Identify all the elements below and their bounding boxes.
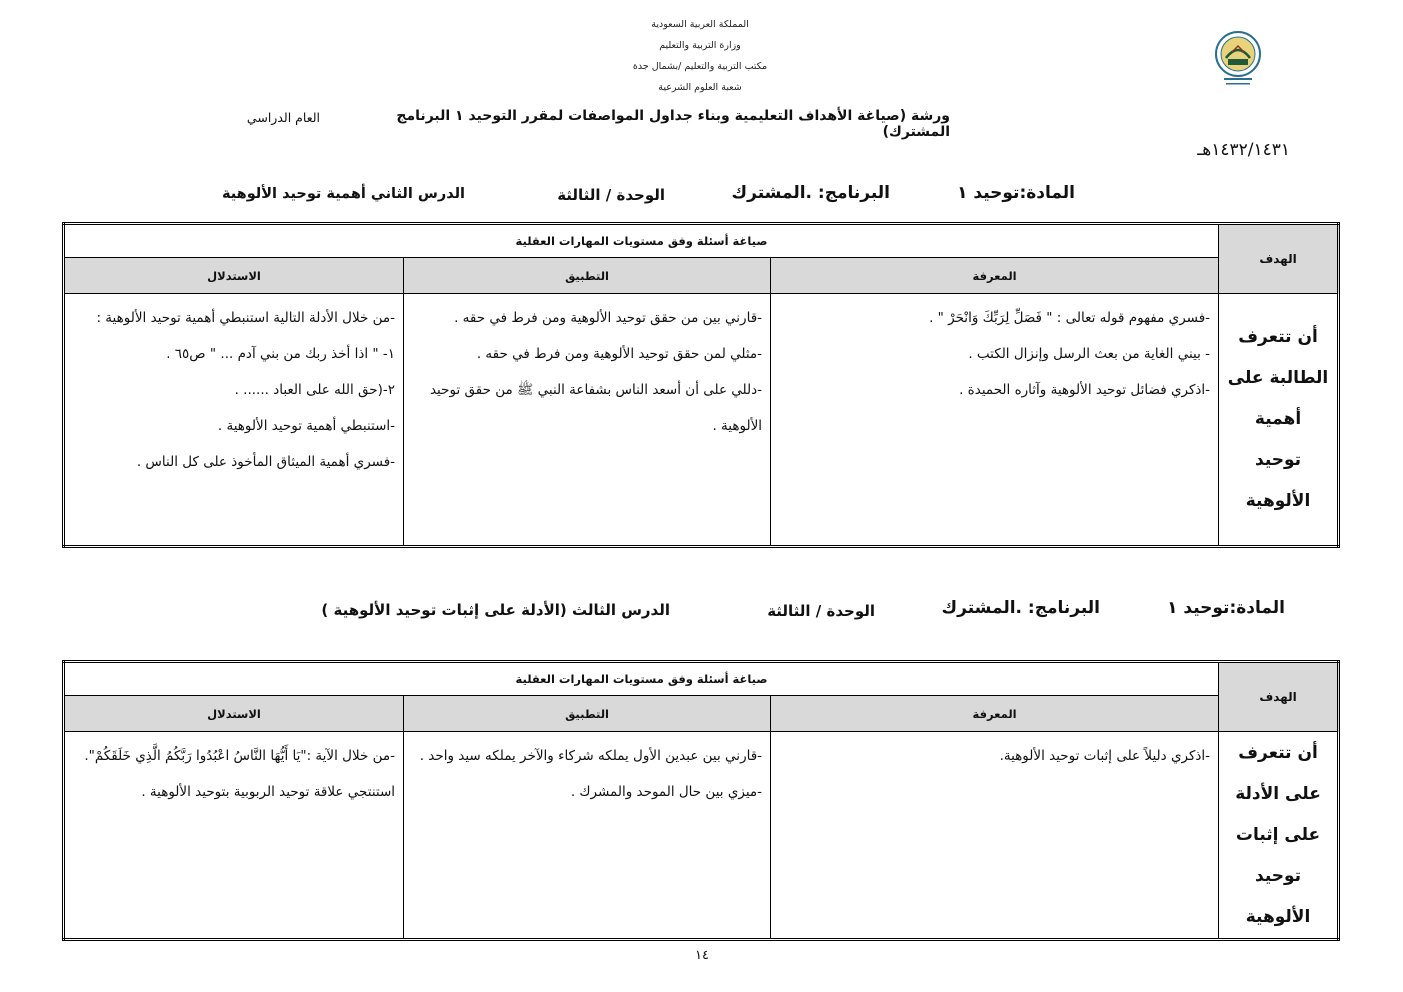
kingdom-line: المملكة العربية السعودية <box>651 19 749 30</box>
goal-line: الألوهية <box>1245 491 1311 511</box>
col-inference: الاستدلال <box>64 258 404 294</box>
year-value: ١٤٣٢/١٤٣١هـ <box>1197 140 1290 160</box>
goal-line: على إثبات <box>1235 824 1321 845</box>
knowledge-cell <box>771 732 1219 940</box>
knowledge-item: -اذكري دليلاً على إثبات توحيد الألوهية. <box>999 748 1211 764</box>
spec-table-2 <box>62 660 1340 941</box>
skills-group-header: صياغة أسئلة وفق مستويات المهارات العقلية <box>64 224 1219 258</box>
inference-item: استنتجي علاقة توحيد الربوبية بتوحيد الألوهية . <box>141 784 396 800</box>
goal-line: الألوهية <box>1245 906 1311 927</box>
goal-line: أهمية <box>1254 409 1302 429</box>
knowledge-item: - بيني الغاية من بعث الرسل وإنزال الكتب . <box>968 346 1211 362</box>
application-item: -ميزي بين حال الموحد والمشرك . <box>570 784 763 800</box>
application-item: -مثلي لمن حقق توحيد الألوهية ومن فرط في حقه . <box>476 346 763 362</box>
lesson2-program: البرنامج: .المشترك <box>941 598 1100 618</box>
application-item: -قارني بين عبدين الأول يملكه شركاء والآخر يملكه سيد واحد . <box>419 748 763 764</box>
header-lines <box>560 14 840 98</box>
lesson1-subject: المادة:توحيد ١ <box>957 183 1075 203</box>
goal-line: أن تتعرف <box>1238 742 1318 763</box>
ministry-line: وزارة التربية والتعليم <box>659 40 741 51</box>
skills-group-header: صياغة أسئلة وفق مستويات المهارات العقلية <box>64 662 1219 696</box>
spec-table-1 <box>62 222 1340 548</box>
page-number: ١٤ <box>695 948 709 963</box>
goal-cell <box>1219 732 1339 940</box>
goal-line: توحيد <box>1255 450 1302 470</box>
lesson2-title: الدرس الثالث (الأدلة على إثبات توحيد الألوهية ) <box>321 601 670 619</box>
lesson1-program: البرنامج: .المشترك <box>731 183 890 203</box>
goal-line: على الأدلة <box>1235 783 1321 804</box>
lesson1-unit: الوحدة / الثالثة <box>557 186 665 204</box>
goal-header: الهدف <box>1219 662 1339 732</box>
inference-cell <box>64 732 404 940</box>
application-cell <box>404 732 771 940</box>
knowledge-cell <box>771 294 1219 547</box>
lesson2-unit: الوحدة / الثالثة <box>767 602 875 620</box>
knowledge-item: -فسري مفهوم قوله تعالى : " فَصَلِّ لِرَبِّكَ وَانْحَرْ " . <box>929 310 1211 326</box>
inference-item: -من خلال الأدلة التالية استنبطي أهمية توحيد الألوهية : <box>96 310 396 326</box>
inference-item: ٢-(حق الله على العباد ...... . <box>234 382 396 398</box>
goal-line: أن تتعرف <box>1238 327 1318 347</box>
division-line: شعبة العلوم الشرعية <box>658 82 742 93</box>
col-knowledge: المعرفة <box>771 696 1219 732</box>
goal-header: الهدف <box>1219 224 1339 294</box>
inference-item: -فسري أهمية الميثاق المأخوذ على كل الناس . <box>136 454 396 470</box>
goal-line: الطالبة على <box>1227 368 1329 388</box>
inference-item: -استنبطي أهمية توحيد الألوهية . <box>217 418 396 434</box>
workshop-title: ورشة (صياغة الأهداف التعليمية وبناء جداول المواصفات لمقرر التوحيد ١ البرنامج المشترك) <box>396 108 950 140</box>
office-line: مكتب التربية والتعليم /بشمال جدة <box>632 61 768 72</box>
lesson2-subject: المادة:توحيد ١ <box>1167 598 1285 618</box>
application-item: -دللي على أن أسعد الناس بشفاعة النبي ﷺ من حقق توحيد الألوهية . <box>429 382 763 434</box>
col-inference: الاستدلال <box>64 696 404 732</box>
application-item: -قارني بين من حقق توحيد الألوهية ومن فرط في حقه . <box>454 310 763 326</box>
col-knowledge: المعرفة <box>771 258 1219 294</box>
col-application: التطبيق <box>404 696 771 732</box>
knowledge-item: -اذكري فضائل توحيد الألوهية وآثاره الحميدة . <box>959 382 1211 398</box>
goal-cell <box>1219 294 1339 547</box>
inference-item: ١- " اذا أخذ ربك من بني آدم ... " ص٦٥ . <box>166 346 396 362</box>
inference-cell <box>64 294 404 547</box>
application-cell <box>404 294 771 547</box>
lesson1-title: الدرس الثاني أهمية توحيد الألوهية <box>221 186 465 202</box>
col-application: التطبيق <box>404 258 771 294</box>
goal-line: توحيد <box>1255 865 1302 886</box>
year-label: العام الدراسي <box>246 110 320 125</box>
inference-item: -من خلال الآية :"يَا أَيُّهَا النَّاسُ اعْبُدُوا رَبَّكُمُ الَّذِي خَلَقَكُمْ". <box>84 748 396 764</box>
ministry-logo <box>1210 28 1266 92</box>
